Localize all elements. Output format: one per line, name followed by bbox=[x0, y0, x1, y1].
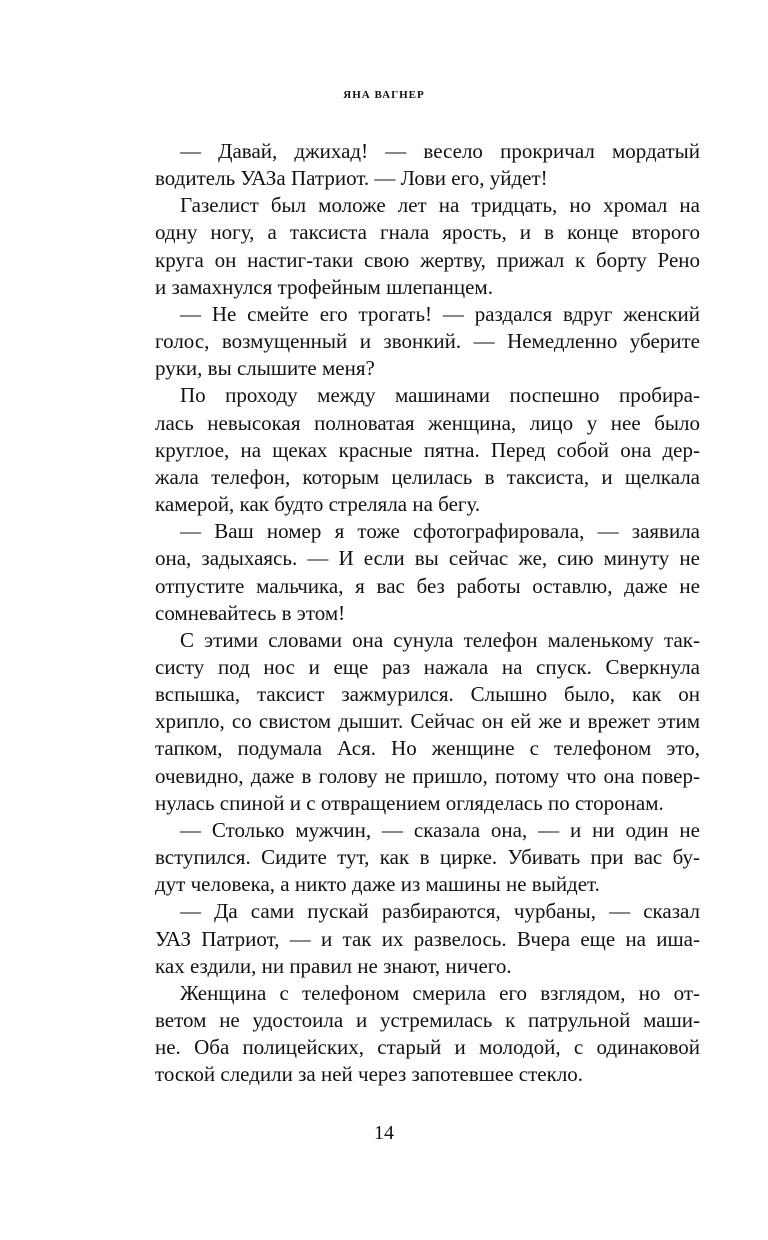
paragraph bbox=[155, 898, 700, 979]
text-line: — Давай, джихад! — весело прокричал мордатый bbox=[180, 139, 700, 163]
text-line: Газелист был моложе лет на тридцать, но хромал на bbox=[180, 193, 700, 218]
paragraph bbox=[155, 627, 700, 817]
text-line: отпустите мальчика, я вас без работы оставлю, даже не bbox=[155, 573, 700, 598]
running-head: ЯНА ВАГНЕР bbox=[343, 89, 425, 101]
text-line: дут человека, а никто даже из машины не выйдет. bbox=[155, 872, 600, 897]
text-line: вспышка, таксист зажмурился. Слышно было, как он bbox=[155, 682, 700, 707]
paragraph bbox=[155, 382, 700, 518]
text-line: водитель УАЗа Патриот. — Лови его, уйдет! bbox=[155, 166, 548, 191]
text-line: одну ногу, а таксиста гнала ярость, и в конце второго bbox=[155, 220, 700, 245]
page-number: 14 bbox=[374, 1122, 394, 1144]
text-line: руки, вы слышите меня? bbox=[155, 356, 375, 381]
text-line: круглое, на щеках красные пятна. Перед собой она дер- bbox=[155, 437, 700, 462]
text-line: систу под нос и еще раз нажала на спуск. Сверкнула bbox=[155, 654, 700, 679]
text-line: тапком, подумала Ася. Но женщине с телефоном это, bbox=[155, 736, 700, 761]
text-line: тоской следили за ней через запотевшее стекло. bbox=[155, 1062, 584, 1087]
paragraph bbox=[155, 138, 700, 192]
paragraph bbox=[155, 980, 700, 1089]
text-line: хрипло, со свистом дышит. Сейчас он ей же и врежет этим bbox=[155, 709, 700, 734]
text-line: голос, возмущенный и звонкий. — Немедленно уберите bbox=[155, 329, 700, 354]
text-line: жала телефон, которым целилась в таксиста, и щелкала bbox=[155, 464, 700, 489]
text-line: По проходу между машинами поспешно пробира- bbox=[180, 383, 700, 408]
text-line: Женщина с телефоном смерила его взглядом, но от- bbox=[180, 980, 700, 1005]
text-line: и замахнулся трофейным шлепанцем. bbox=[155, 274, 493, 299]
text-line: нулась спиной и с отвращением огляделась по сторонам. bbox=[155, 790, 664, 815]
text-line: вступился. Сидите тут, как в цирке. Убивать при вас бу- bbox=[155, 845, 700, 870]
text-line: камерой, как будто стреляла на бегу. bbox=[155, 492, 481, 517]
paragraph bbox=[155, 817, 700, 898]
text-line: ветом не удостоила и устремилась к патрульной маши- bbox=[155, 1008, 700, 1032]
text-line: круга он настиг-таки свою жертву, прижал к борту Рено bbox=[155, 247, 700, 272]
text-line: лась невысокая полноватая женщина, лицо у нее было bbox=[155, 410, 700, 435]
text-line: — Столько мужчин, — сказала она, — и ни один не bbox=[180, 817, 700, 842]
text-line: очевидно, даже в голову не пришло, потому что она повер- bbox=[155, 763, 700, 788]
text-line: С этими словами она сунула телефон маленькому так- bbox=[180, 627, 700, 652]
text-line: не. Оба полицейских, старый и молодой, с одинаковой bbox=[155, 1035, 700, 1060]
paragraph bbox=[155, 192, 700, 301]
text-line: ках ездили, ни правил не знают, ничего. bbox=[155, 953, 512, 978]
paragraph bbox=[155, 301, 700, 382]
text-line: — Ваш номер я тоже сфотографировала, — заявила bbox=[180, 519, 700, 544]
text-line: — Не смейте его трогать! — раздался вдруг женский bbox=[180, 301, 700, 326]
text-line: УАЗ Патриот, — и так их развелось. Вчера еще на иша- bbox=[155, 926, 700, 951]
text-line: — Да сами пускай разбираются, чурбаны, — сказал bbox=[180, 899, 700, 924]
text-line: сомневайтесь в этом! bbox=[155, 600, 346, 625]
paragraph bbox=[155, 518, 700, 627]
text-line: она, задыхаясь. — И если вы сейчас же, сию минуту не bbox=[155, 546, 700, 571]
body-text bbox=[155, 138, 700, 1088]
